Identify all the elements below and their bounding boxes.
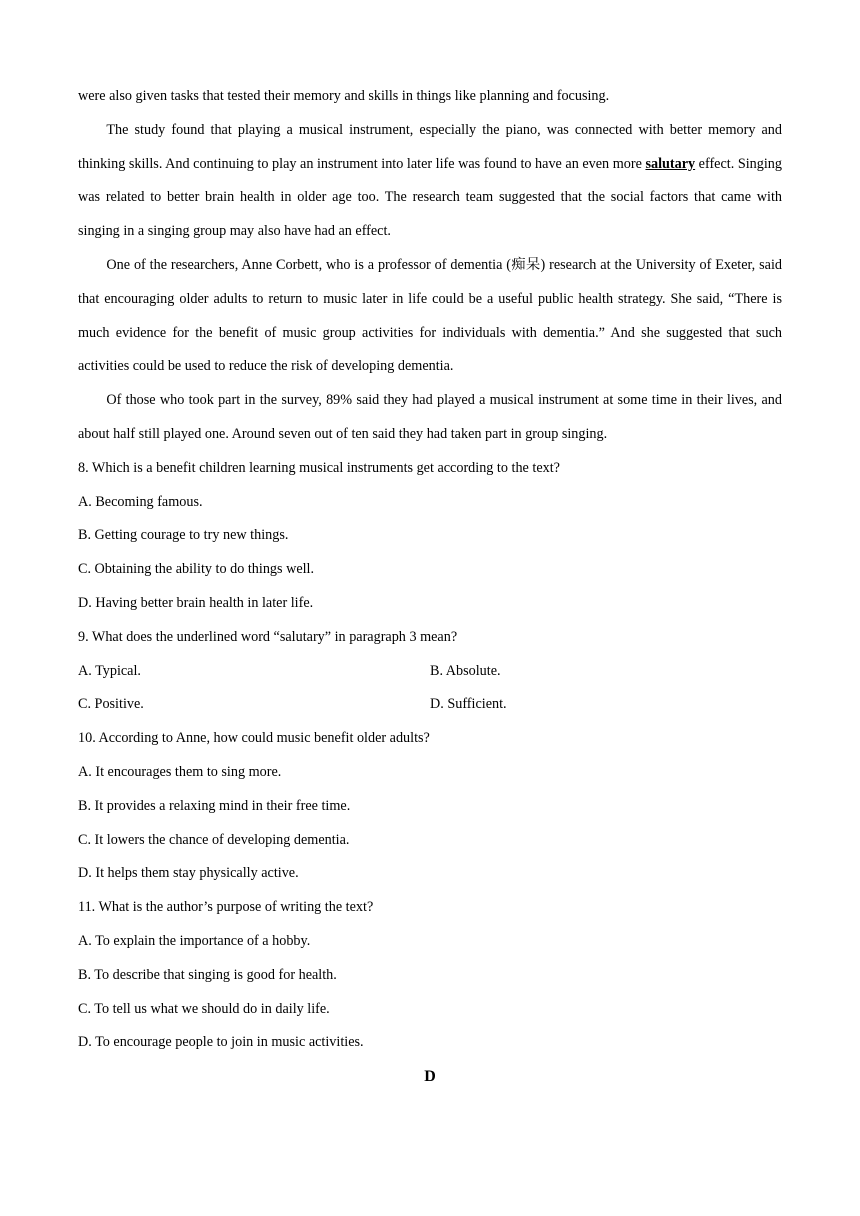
- paragraph-1-tail: were also given tasks that tested their memory and skills in things like planning and focusing.: [78, 88, 610, 104]
- question-9-option-a: A. Typical.: [78, 662, 141, 679]
- paragraph-2-before: The study found that playing a musical instrument, especially the piano, was connected with better memory and thinking skills. And continuing to play an instrument into later life was found to have an even more: [78, 121, 782, 172]
- question-9-option-b: B. Absolute.: [430, 662, 501, 679]
- question-11-option-a: A. To explain the importance of a hobby.: [78, 932, 311, 949]
- question-9-option-c: C. Positive.: [78, 696, 144, 713]
- paragraph-3: One of the researchers, Anne Corbett, who is a professor of dementia (痴呆) research at the University of Exeter, said that encouraging older adults to return to music later in life could be a useful public health strategy. She said, “There is much evidence for the benefit of music group activities for individuals with dementia.” And she suggested that such activities could be used to reduce the risk of developing dementia.: [78, 256, 782, 375]
- question-10-option-d: D. It helps them stay physically active.: [78, 865, 299, 882]
- question-9-option-d: D. Sufficient.: [430, 696, 507, 713]
- question-11-option-c: C. To tell us what we should do in daily life.: [78, 1000, 330, 1017]
- question-11-option-d: D. To encourage people to join in music activities.: [78, 1034, 364, 1051]
- question-10-option-a: A. It encourages them to sing more.: [78, 763, 282, 780]
- question-11: [78, 891, 782, 1060]
- question-9-options-row-2: [78, 688, 782, 722]
- paragraph-2-after: effect. Singing was related to better brain health in older age too. The research team suggested that the social factors that came with singing in a singing group may also have had an effect.: [78, 155, 782, 240]
- document-page: [78, 80, 782, 1094]
- question-11-option-b: B. To describe that singing is good for health.: [78, 966, 337, 983]
- section-heading-d: D: [424, 1068, 436, 1086]
- paragraph-2: [78, 114, 782, 249]
- question-10-stem: 10. According to Anne, how could music benefit older adults?: [78, 730, 430, 747]
- question-8-option-a: A. Becoming famous.: [78, 493, 203, 510]
- underlined-word-salutary: salutary: [645, 155, 696, 172]
- question-10: [78, 722, 782, 891]
- question-9-options-row-1: [78, 655, 782, 689]
- question-10-option-b: B. It provides a relaxing mind in their free time.: [78, 797, 351, 814]
- question-8-option-d: D. Having better brain health in later life.: [78, 594, 314, 611]
- question-8: [78, 452, 782, 621]
- question-9: [78, 621, 782, 722]
- question-8-option-b: B. Getting courage to try new things.: [78, 527, 289, 544]
- question-8-stem: 8. Which is a benefit children learning musical instruments get according to the text?: [78, 459, 560, 476]
- question-10-option-c: C. It lowers the chance of developing dementia.: [78, 831, 350, 848]
- paragraph-4: Of those who took part in the survey, 89% said they had played a musical instrument at some time in their lives, and about half still played one. Around seven out of ten said they had taken part in group singing.: [78, 392, 782, 442]
- question-8-option-c: C. Obtaining the ability to do things well.: [78, 561, 315, 578]
- question-9-stem: 9. What does the underlined word “salutary” in paragraph 3 mean?: [78, 628, 458, 645]
- question-11-stem: 11. What is the author’s purpose of writing the text?: [78, 899, 374, 916]
